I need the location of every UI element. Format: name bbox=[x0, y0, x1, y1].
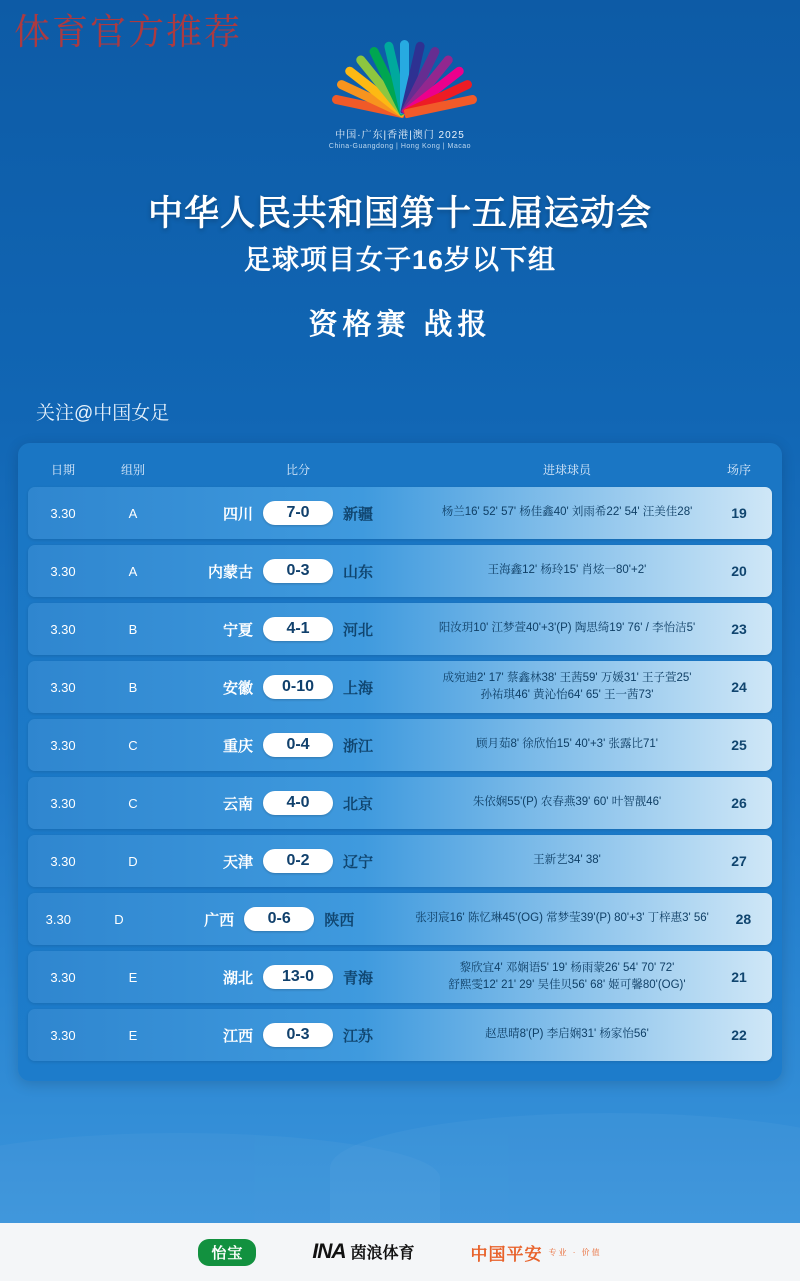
table-row bbox=[28, 893, 772, 945]
cell-scorers bbox=[428, 558, 706, 583]
logo-text-cn: 中国·广东|香港|澳门 2025 bbox=[335, 130, 465, 141]
cell-date: 3.30 bbox=[50, 853, 76, 869]
sponsor-ina-name: 茵浪体育 bbox=[350, 1245, 415, 1262]
cell-scorers bbox=[409, 906, 715, 931]
score-badge: 0-6 bbox=[244, 907, 314, 931]
home-team: 湖北 bbox=[222, 969, 253, 987]
cell-group: C bbox=[128, 795, 138, 811]
cell-group: A bbox=[128, 563, 138, 579]
cell-date: 3.30 bbox=[50, 621, 76, 637]
sponsor-ina bbox=[312, 1240, 414, 1264]
score-badge: 0-3 bbox=[263, 559, 333, 583]
scorer-line: 成宛迪2' 17' 蔡鑫林38' 王茜59' 万媛31' 王子萱25' bbox=[442, 671, 692, 684]
scorer-line: 舒熙雯12' 21' 29' 吴佳贝56' 68' 姬可馨80'(OG)' bbox=[448, 979, 686, 991]
page-section-title: 资格赛 战报 bbox=[308, 309, 492, 341]
table-row bbox=[28, 603, 772, 655]
header-score: 比分 bbox=[285, 462, 310, 477]
cell-score bbox=[168, 617, 428, 641]
home-team: 江西 bbox=[222, 1027, 253, 1045]
table-row bbox=[28, 545, 772, 597]
away-team: 青海 bbox=[343, 969, 374, 987]
scorer-line: 黎欣宜4' 邓娴语5' 19' 杨雨蒙26' 54' 70' 72' bbox=[459, 961, 675, 974]
cell-index: 22 bbox=[731, 1027, 747, 1043]
cell-date: 3.30 bbox=[50, 795, 76, 811]
cell-group: D bbox=[128, 853, 138, 869]
table-row bbox=[28, 661, 772, 713]
scorer-line: 阳汝玥10' 江梦萱40'+3'(P) 陶思绮19' 76' / 李怡洁5' bbox=[438, 622, 696, 635]
results-table-card bbox=[18, 443, 782, 1081]
logo-text-en: China-Guangdong | Hong Kong | Macao bbox=[328, 143, 472, 150]
header-group: 组别 bbox=[120, 462, 145, 477]
scorer-line: 孙祐琪46' 黄沁怡64' 65' 王一茜73' bbox=[480, 689, 654, 701]
table-row bbox=[28, 777, 772, 829]
sponsor-pingan-slogan: 专业 · 价值 bbox=[548, 1248, 602, 1257]
cell-score bbox=[168, 501, 428, 525]
cell-score bbox=[168, 1023, 428, 1047]
scorer-line: 王海鑫12' 杨玲15' 肖炫一80'+2' bbox=[487, 564, 647, 577]
header-scorers: 进球球员 bbox=[542, 462, 591, 477]
away-team: 辽宁 bbox=[343, 853, 374, 871]
cell-group: A bbox=[128, 505, 138, 521]
away-team: 山东 bbox=[343, 563, 374, 581]
cell-index: 20 bbox=[731, 563, 747, 579]
sponsor-bar bbox=[0, 1223, 800, 1281]
scorer-line: 赵思晴8'(P) 李启娴31' 杨家怡56' bbox=[485, 1028, 649, 1041]
home-team: 重庆 bbox=[222, 737, 253, 755]
away-team: 浙江 bbox=[343, 737, 374, 755]
table-row bbox=[28, 835, 772, 887]
home-team: 广西 bbox=[204, 911, 235, 929]
table-header-row bbox=[28, 451, 772, 487]
home-team: 四川 bbox=[222, 505, 253, 523]
cell-date: 3.30 bbox=[50, 563, 76, 579]
sponsor-ina-mark: INA bbox=[312, 1240, 346, 1263]
cell-date: 3.30 bbox=[50, 505, 76, 521]
cell-index: 27 bbox=[731, 853, 747, 869]
skyline-decoration bbox=[0, 1073, 800, 1223]
cell-index: 26 bbox=[731, 795, 747, 811]
away-team: 河北 bbox=[343, 621, 374, 639]
cell-date: 3.30 bbox=[50, 1027, 76, 1043]
score-badge: 13-0 bbox=[263, 965, 333, 989]
table-row bbox=[28, 1009, 772, 1061]
cell-scorers bbox=[428, 616, 706, 641]
cell-group: E bbox=[128, 1027, 138, 1043]
sponsor-pingan-title: 中国平安 bbox=[470, 1244, 543, 1264]
score-badge: 0-4 bbox=[263, 733, 333, 757]
cell-index: 24 bbox=[731, 679, 747, 695]
logo-fan-icon bbox=[341, 24, 459, 120]
cell-score bbox=[168, 965, 428, 989]
cell-date: 3.30 bbox=[45, 911, 71, 927]
cell-index: 25 bbox=[731, 737, 747, 753]
cell-group: C bbox=[128, 737, 138, 753]
follow-handle: 关注@中国女足 bbox=[36, 403, 170, 424]
cell-group: B bbox=[128, 621, 138, 637]
cell-score bbox=[168, 733, 428, 757]
scorer-line: 王新艺34' 38' bbox=[533, 854, 601, 867]
cell-score bbox=[168, 675, 428, 699]
cell-date: 3.30 bbox=[50, 679, 76, 695]
cell-scorers bbox=[428, 956, 706, 999]
score-badge: 0-10 bbox=[263, 675, 333, 699]
cell-index: 19 bbox=[731, 505, 747, 521]
table-row bbox=[28, 487, 772, 539]
table-row bbox=[28, 951, 772, 1003]
watermark-text: 体育官方推荐 bbox=[14, 12, 243, 52]
cell-scorers bbox=[428, 848, 706, 873]
cell-scorers bbox=[428, 500, 706, 525]
sponsor-yibao bbox=[198, 1239, 256, 1266]
cell-group: B bbox=[128, 679, 138, 695]
score-badge: 0-2 bbox=[263, 849, 333, 873]
home-team: 内蒙古 bbox=[207, 563, 253, 581]
cell-score bbox=[168, 559, 428, 583]
cell-score bbox=[168, 849, 428, 873]
page-title: 中华人民共和国第十五届运动会 bbox=[147, 194, 652, 233]
sponsor-pingan bbox=[471, 1240, 602, 1265]
scorer-line: 朱依娴55'(P) 农春燕39' 60' 叶智靓46' bbox=[472, 796, 662, 809]
table-row bbox=[28, 719, 772, 771]
home-team: 天津 bbox=[222, 853, 253, 871]
cell-score bbox=[168, 791, 428, 815]
page-subtitle: 足球项目女子16岁以下组 bbox=[243, 245, 557, 275]
scorer-line: 杨兰16' 52' 57' 杨佳鑫40' 刘雨希22' 54' 汪美佳28' bbox=[441, 506, 693, 519]
score-badge: 0-3 bbox=[263, 1023, 333, 1047]
cell-group: E bbox=[128, 969, 138, 985]
score-badge: 7-0 bbox=[263, 501, 333, 525]
sponsor-yibao-label: 怡宝 bbox=[198, 1239, 256, 1266]
away-team: 北京 bbox=[343, 795, 374, 813]
away-team: 上海 bbox=[343, 679, 374, 697]
cell-date: 3.30 bbox=[50, 737, 76, 753]
away-team: 陕西 bbox=[324, 911, 355, 929]
cell-index: 28 bbox=[735, 911, 752, 927]
home-team: 云南 bbox=[222, 795, 253, 813]
cell-date: 3.30 bbox=[50, 969, 76, 985]
header-index: 场序 bbox=[726, 462, 751, 477]
cell-index: 21 bbox=[731, 969, 747, 985]
score-badge: 4-1 bbox=[263, 617, 333, 641]
cell-scorers bbox=[428, 666, 706, 709]
cell-index: 23 bbox=[731, 621, 747, 637]
header-date: 日期 bbox=[50, 462, 75, 477]
scorer-line: 顾月茹8' 徐欣怡15' 40'+3' 张露比71' bbox=[476, 738, 658, 751]
score-badge: 4-0 bbox=[263, 791, 333, 815]
home-team: 宁夏 bbox=[222, 621, 253, 639]
cell-scorers bbox=[428, 790, 706, 815]
cell-scorers bbox=[428, 1022, 706, 1047]
home-team: 安徽 bbox=[222, 679, 253, 697]
scorer-line: 张羽宸16' 陈忆琳45'(OG) 常梦莹39'(P) 80'+3' 丁梓惠3' 56' bbox=[415, 912, 709, 925]
cell-scorers bbox=[428, 732, 706, 757]
cell-score bbox=[149, 907, 409, 931]
away-team: 江苏 bbox=[343, 1027, 374, 1045]
away-team: 新疆 bbox=[343, 505, 374, 523]
cell-group: D bbox=[114, 911, 124, 927]
